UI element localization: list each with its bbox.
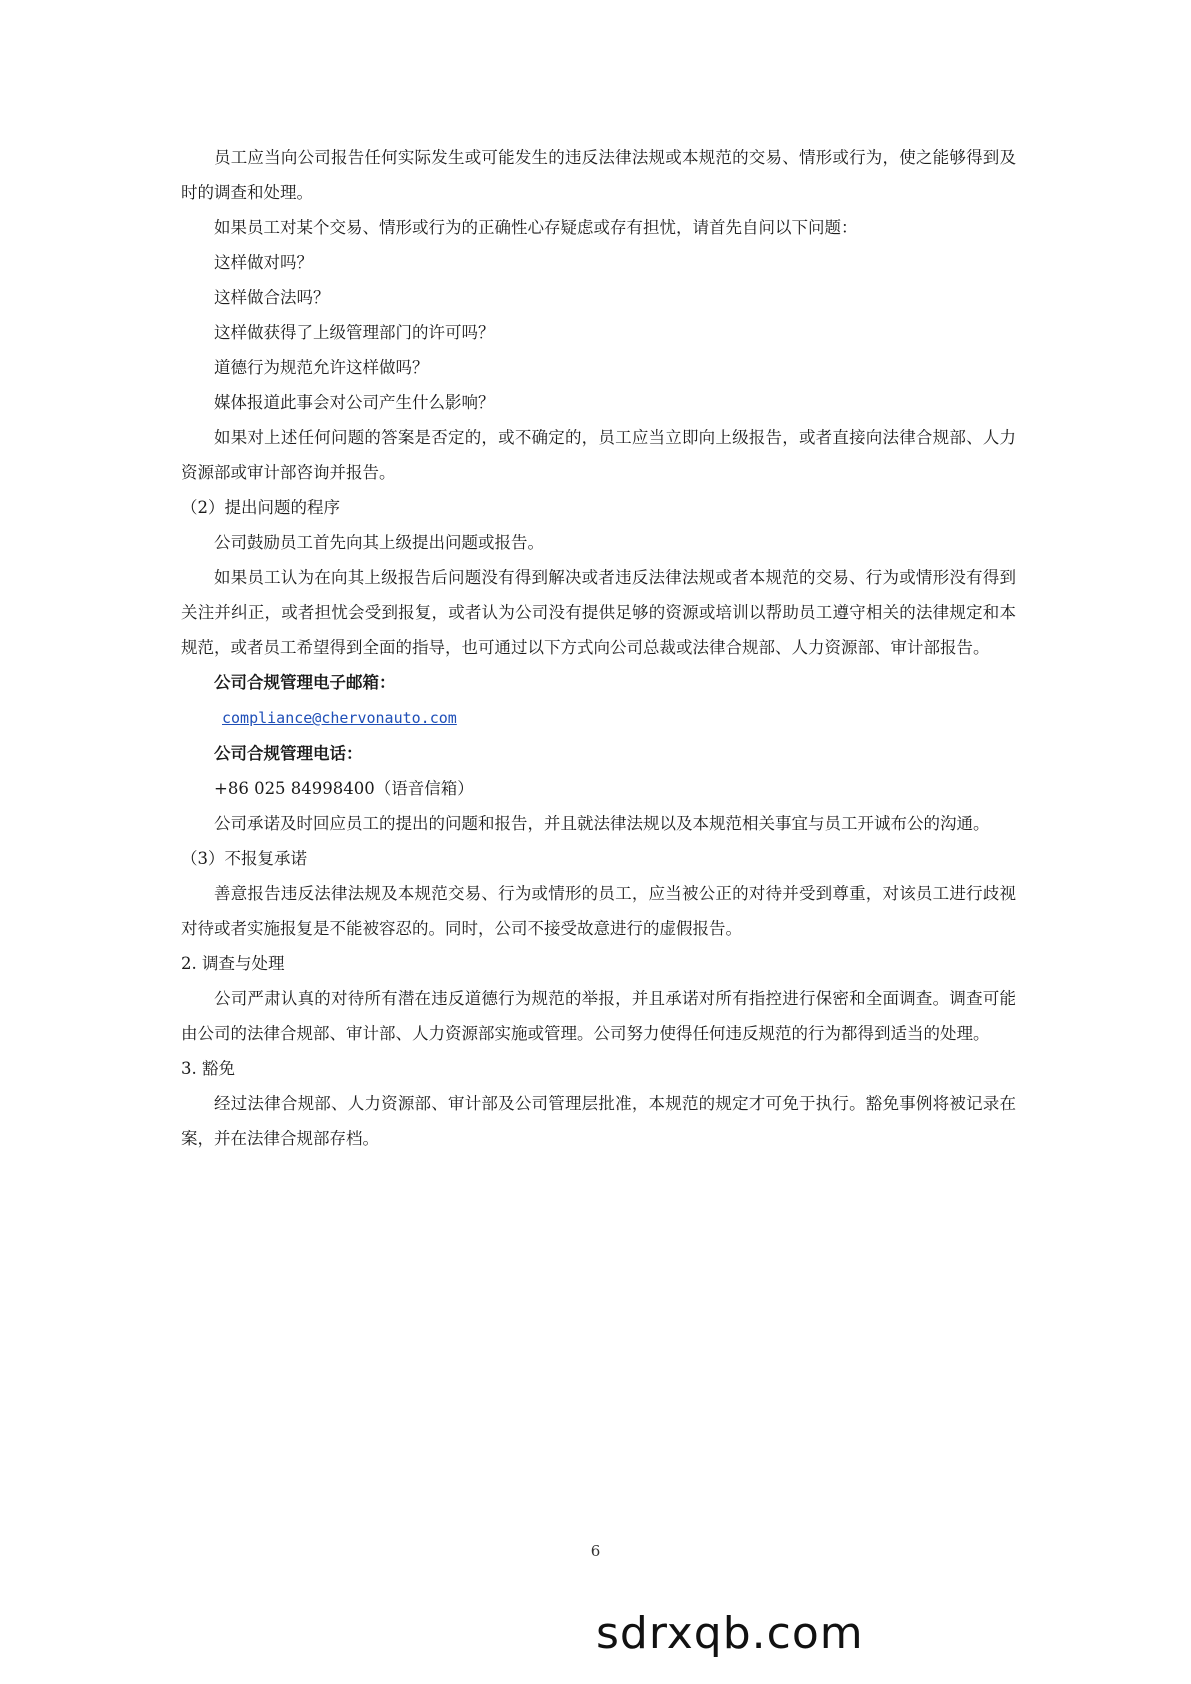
question-code-allows: 道德行为规范允许这样做吗？ <box>214 358 429 377</box>
question-is-it-legal: 这样做合法吗？ <box>214 288 330 307</box>
paragraph-investigation: 公司严肃认真的对待所有潜在违反道德行为规范的举报，并且承诺对所有指控进行保密和全面调查。调查可能由公司的法律合规部、审计部、人力资源部实施或管理。公司努力使得任何违反规范的行为都得到适当的处理。 <box>181 989 1016 1043</box>
paragraph-no-retaliation: 善意报告违反法律法规及本规范交易、行为或情形的员工，应当被公正的对待并受到尊重，对该员工进行歧视对待或者实施报复是不能被容忍的。同时，公司不接受故意进行的虚假报告。 <box>181 884 1016 938</box>
paragraph-report-if-uncertain: 如果对上述任何问题的答案是否定的，或不确定的，员工应当立即向上级报告，或者直接向法律合规部、人力资源部或审计部咨询并报告。 <box>181 428 1016 482</box>
email-label: 公司合规管理电子邮箱： <box>214 673 396 692</box>
compliance-email-link[interactable]: compliance@chervonauto.com <box>222 709 457 727</box>
phone-label: 公司合规管理电话： <box>214 744 363 763</box>
paragraph-waiver: 经过法律合规部、人力资源部、审计部及公司管理层批准，本规范的规定才可免于执行。豁免事例将被记录在案，并在法律合规部存档。 <box>181 1094 1016 1148</box>
paragraph-alternative-channels: 如果员工认为在向其上级报告后问题没有得到解决或者违反法律法规或者本规范的交易、行为或情形没有得到关注并纠正，或者担忧会受到报复，或者认为公司没有提供足够的资源或培训以帮助员工遵守相关的法律规定和本规范，或者员工希望得到全面的指导，也可通过以下方式向公司总裁或法律合规部、人力资源部、审计部报告。 <box>181 568 1016 657</box>
section-heading-no-retaliation: （3）不报复承诺 <box>181 849 307 868</box>
question-is-it-approved: 这样做获得了上级管理部门的许可吗？ <box>214 323 495 342</box>
document-body <box>181 140 1016 1156</box>
email-line <box>181 700 1016 736</box>
watermark-text: sdrxqb.com <box>596 1608 864 1659</box>
paragraph-self-questions-intro: 如果员工对某个交易、情形或行为的正确性心存疑虑或存有担忧，请首先自问以下问题： <box>214 218 858 237</box>
page-number: 6 <box>590 1542 601 1560</box>
paragraph-report-obligation: 员工应当向公司报告任何实际发生或可能发生的违反法律法规或本规范的交易、情形或行为，使之能够得到及时的调查和处理。 <box>181 148 1016 202</box>
section-heading-procedure: （2）提出问题的程序 <box>181 498 340 517</box>
phone-number: +86 025 84998400（语音信箱） <box>214 779 474 798</box>
question-media-impact: 媒体报道此事会对公司产生什么影响？ <box>214 393 495 412</box>
paragraph-company-commitment: 公司承诺及时回应员工的提出的问题和报告，并且就法律法规以及本规范相关事宜与员工开诚布公的沟通。 <box>214 814 990 833</box>
paragraph-encourage-superior: 公司鼓励员工首先向其上级提出问题或报告。 <box>214 533 544 552</box>
section-heading-investigation: 2. 调查与处理 <box>181 954 285 973</box>
question-is-it-right: 这样做对吗？ <box>214 253 313 272</box>
section-heading-waiver: 3. 豁免 <box>181 1059 235 1078</box>
